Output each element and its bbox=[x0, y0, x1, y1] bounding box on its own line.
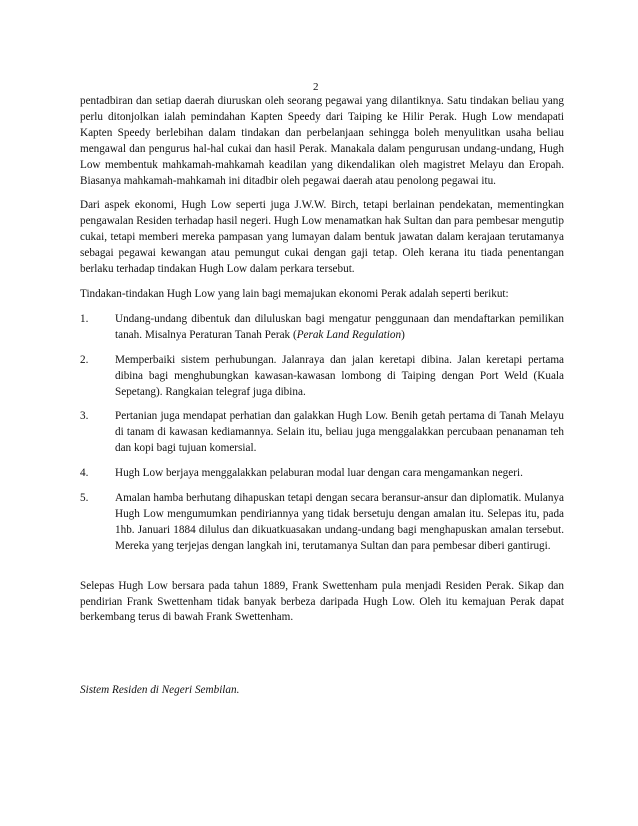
list-number: 1. bbox=[80, 312, 89, 325]
list-text-main: Undang-undang dibentuk dan diluluskan bagi mengatur penggunaan dan mendaftarkan pemilikan tanah. Misalnya Peraturan Tanah Perak ( bbox=[115, 312, 564, 341]
list-item bbox=[80, 312, 564, 344]
section-heading: Sistem Residen di Negeri Sembilan. bbox=[80, 684, 240, 697]
list-item bbox=[80, 353, 564, 401]
list-text: Amalan hamba berhutang dihapuskan tetapi dengan secara beransur-ansur dan diplomatik. Mulanya Hugh Low mengumumkan pendiriannya yang tidak bersetuju dengan amalan itu. Selepas itu, pada 1hb. Januari 1884 dilulus dan dikuatkuasakan undang-undang bagi menghapuskan amalan tersebut. Mereka yang terjejas dengan langkah ini, terutamanya Sultan dan para pembesar diberi gantirugi. bbox=[115, 492, 564, 552]
list-item bbox=[80, 466, 564, 482]
list-item bbox=[80, 491, 564, 555]
list-text-italic: Perak Land Regulation bbox=[296, 328, 402, 341]
list-item bbox=[80, 409, 564, 457]
list-text: Memperbaiki sistem perhubungan. Jalanraya dan jalan keretapi dibina. Jalan keretapi pertama dibina bagi menghubungkan kawasan-kawasan lombong di Taiping dengan Port Weld (Kuala Sepetang). Rangkaian telegraf juga dibina. bbox=[115, 353, 564, 398]
list-text: Hugh Low berjaya menggalakkan pelaburan modal luar dengan cara mengamankan negeri. bbox=[115, 467, 523, 480]
list-text: Pertanian juga mendapat perhatian dan galakkan Hugh Low. Benih getah pertama di Tanah Melayu di tanam di kawasan kediamannya. Selain itu, beliau juga menggalakkan percubaan penanaman teh dan kopi bagi tujuan komersial. bbox=[115, 410, 564, 455]
list-text-tail: ) bbox=[401, 328, 405, 341]
paragraph-swettenham: Selepas Hugh Low bersara pada tahun 1889, Frank Swettenham pula menjadi Residen Perak. Sikap dan pendirian Frank Swettenham tidak banyak berbeza daripada Hugh Low. Oleh itu kemajuan Perak dapat berkembang terus di bawah Frank Swettenham. bbox=[80, 579, 564, 624]
page-number: 2 bbox=[313, 81, 319, 93]
list-number: 5. bbox=[80, 492, 89, 505]
paragraph-list-intro: Tindakan-tindakan Hugh Low yang lain bagi memajukan ekonomi Perak adalah seperti berikut: bbox=[80, 287, 509, 300]
list-number: 4. bbox=[80, 467, 89, 480]
document-body bbox=[80, 94, 564, 699]
list-number: 3. bbox=[80, 410, 89, 423]
paragraph-economy: Dari aspek ekonomi, Hugh Low seperti juga J.W.W. Birch, tetapi berlainan pendekatan, mementingkan pengawalan Residen terhadap hasil negeri. Hugh Low menamatkan hak Sultan dan para pembesar mengutip cukai, tetapi memberi mereka pampasan yang lumayan dalam bentuk jawatan dalam kerajaan terutamanya sebagai pegawai kewangan atau pemungut cukai dengan gaji tetap. Oleh kerana itu tiada penentangan berlaku terhadap tindakan Hugh Low dalam perkara tersebut. bbox=[80, 199, 565, 276]
list-number: 2. bbox=[80, 353, 89, 366]
paragraph-administration: pentadbiran dan setiap daerah diuruskan oleh seorang pegawai yang dilantiknya. Satu tindakan beliau yang perlu ditonjolkan ialah pemindahan Kapten Speedy dari Taiping ke Hilir Perak. Hugh Low mendapati Kapten Speedy berlebihan dalam tindakan dan perbelanjaan sehingga boleh menyulitkan usaha beliau mengawal dan pengurus hal-hal cukai dan hasil Perak. Manakala dalam pengurusan undang-undang, Hugh Low membentuk mahkamah-mahkamah keadilan yang dikendalikan oleh magistret Melayu dan Eropah. Biasanya mahkamah-mahkamah ini ditadbir oleh pegawai daerah atau penolong pegawai itu. bbox=[80, 95, 564, 187]
list-text bbox=[115, 312, 564, 344]
